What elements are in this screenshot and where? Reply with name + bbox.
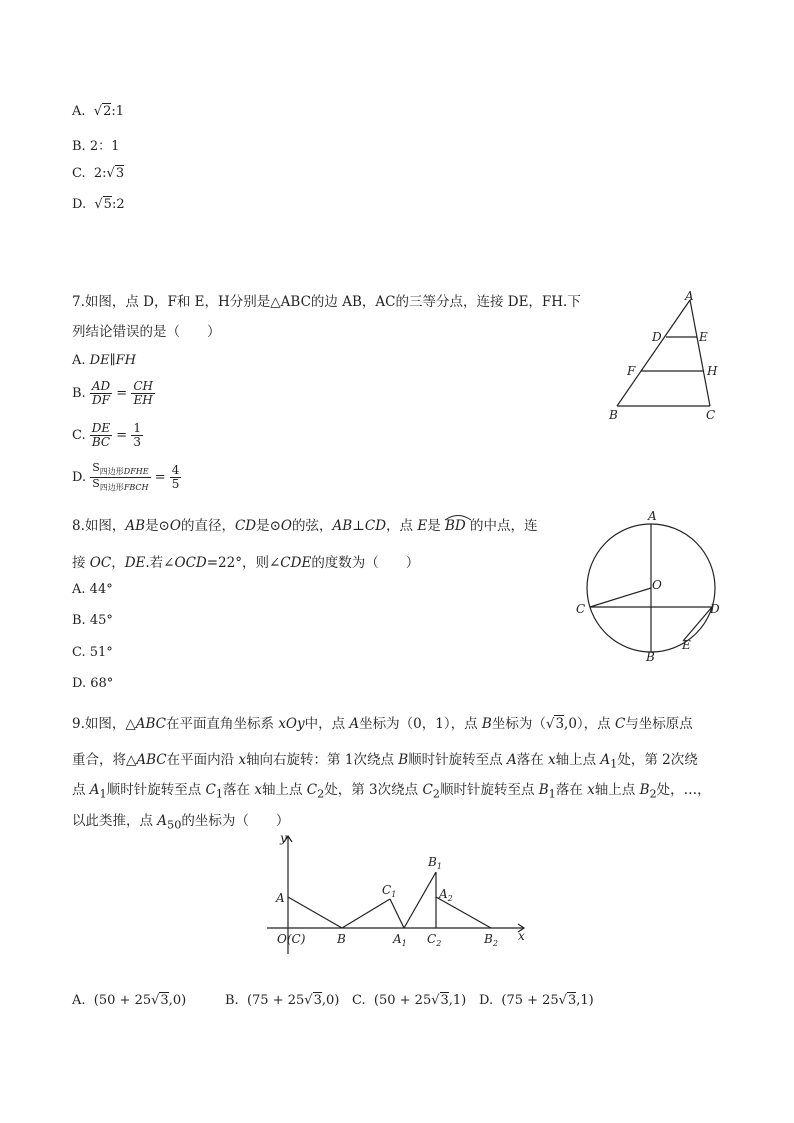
label-a: A bbox=[685, 289, 694, 303]
q9-option-a[interactable]: A. (50 + 25√3,0) bbox=[72, 993, 187, 1008]
q7-option-c-frac-right: $\frac{1}{3}$ bbox=[133, 421, 141, 450]
label-a: A bbox=[648, 509, 657, 523]
q7-option-d-frac-left: $\frac{S_{四边形DFHE}}{S_{四边形FBCH}}$ bbox=[92, 461, 149, 493]
label-e: E bbox=[699, 330, 708, 344]
q8-option-c[interactable]: C. 51° bbox=[72, 645, 113, 660]
q6-option-b-text: 2：1 bbox=[89, 139, 120, 154]
label-b: B bbox=[609, 408, 618, 422]
label-o-c: O(C) bbox=[277, 932, 306, 946]
q7-option-b[interactable]: B. $\frac{AD}{DF}$ = $\frac{CH}{EH}$ bbox=[72, 379, 153, 408]
label-b2: $B_2$ bbox=[484, 932, 498, 948]
q8-stem-line1: 8.如图，AB是⊙O的直径，CD是⊙O的弦，AB⊥CD，点 E是 BD 的中点，连 bbox=[72, 514, 538, 534]
q9-stem-line2: 重合，将△ABC在平面内沿 x轴向右旋转：第 1次绕点 B顺时针旋转至点 A落在 x轴上点 $A_1$处，第 2次绕 bbox=[72, 752, 698, 771]
q6-option-a[interactable]: A. √2:1 bbox=[72, 104, 125, 119]
q7-option-c-frac-left: $\frac{DE}{BC}$ bbox=[91, 421, 111, 450]
label-c2: $C_2$ bbox=[427, 932, 442, 948]
q8-option-c-text: 51° bbox=[89, 645, 113, 660]
label-x: x bbox=[518, 929, 525, 943]
label-c: C bbox=[576, 602, 586, 616]
q7-option-c[interactable]: C. $\frac{DE}{BC}$ = $\frac{1}{3}$ bbox=[72, 421, 141, 450]
q9-option-a-text: (50 + 25√3,0) bbox=[89, 993, 187, 1008]
q9-option-c[interactable]: C. (50 + 25√3,1) bbox=[352, 993, 467, 1008]
label-d: D bbox=[710, 602, 720, 616]
q7-triangle-figure bbox=[600, 288, 730, 423]
q7-option-b-frac-left: $\frac{AD}{DF}$ bbox=[91, 379, 111, 408]
label-f: F bbox=[627, 364, 636, 378]
q7-option-d-frac-right: $\frac{4}{5}$ bbox=[171, 462, 180, 491]
label-o: O bbox=[652, 578, 662, 592]
q9-stem-line1: 9.如图，△ABC在平面直角坐标系 xOy中，点 A坐标为（0，1），点 B坐标为（√3,0），点 C与坐标原点 bbox=[72, 716, 693, 732]
q9-option-b[interactable]: B. (75 + 25√3,0) bbox=[225, 993, 340, 1008]
q9-option-d-text: (75 + 25√3,1) bbox=[497, 993, 594, 1008]
label-a1: $A_1$ bbox=[393, 932, 407, 948]
q8-option-b[interactable]: B. 45° bbox=[72, 613, 113, 628]
label-b: B bbox=[646, 650, 655, 664]
q9-option-b-text: (75 + 25√3,0) bbox=[242, 993, 340, 1008]
q9-stem-line3: 点 $A_1$顺时针旋转至点 $C_1$落在 x轴上点 $C_2$处，第 3次绕点 $C_2$顺时针旋转至点 $B_1$落在 x轴上点 $B_2$处，…， bbox=[72, 782, 711, 801]
q6-option-b[interactable]: B. 2：1 bbox=[72, 139, 120, 154]
q8-option-b-text: 45° bbox=[89, 613, 113, 628]
q6-option-d-text: √5:2 bbox=[90, 197, 125, 212]
q9-option-c-text: (50 + 25√3,1) bbox=[369, 993, 467, 1008]
q6-option-c-text: 2:√3 bbox=[89, 166, 125, 181]
q9-coordinate-figure bbox=[262, 830, 542, 960]
q7-option-d[interactable]: D. $\frac{S_{四边形DFHE}}{S_{四边形FBCH}}$ = $\frac{4}{5}$ bbox=[72, 461, 180, 493]
q8-option-a-text: 44° bbox=[89, 582, 113, 597]
q7-stem-line1: 7.如图，点 D，F和 E，H分别是△ABC的边 AB，AC的三等分点，连接 DE，FH.下 bbox=[72, 294, 581, 310]
label-d: D bbox=[652, 330, 662, 344]
q8-circle-figure bbox=[565, 505, 735, 665]
label-b: B bbox=[337, 932, 346, 946]
q8-stem-line2: 接 OC，DE.若∠OCD=22°，则∠CDE的度数为（ ） bbox=[72, 555, 420, 571]
label-e: E bbox=[682, 638, 691, 652]
q7-stem-line2: 列结论错误的是（ ） bbox=[72, 324, 221, 340]
label-y: y bbox=[280, 831, 287, 845]
q8-option-a[interactable]: A. 44° bbox=[72, 582, 113, 597]
q8-option-d[interactable]: D. 68° bbox=[72, 676, 114, 691]
q6-option-c[interactable]: C. 2:√3 bbox=[72, 166, 125, 181]
q9-option-d[interactable]: D. (75 + 25√3,1) bbox=[479, 993, 594, 1008]
q7-option-b-frac-right: $\frac{CH}{EH}$ bbox=[133, 379, 153, 408]
label-a: A bbox=[276, 891, 285, 905]
q6-option-a-text: √2:1 bbox=[89, 104, 125, 119]
label-a2: $A_2$ bbox=[439, 887, 453, 903]
q7-option-a-text: DE∥FH bbox=[89, 353, 136, 368]
q9-stem-line4: 以此类推，点 $A_{50}$的坐标为（ ） bbox=[72, 813, 290, 832]
q7-option-a[interactable]: A. DE∥FH bbox=[72, 353, 136, 368]
label-c1: $C_1$ bbox=[382, 883, 397, 899]
label-c: C bbox=[706, 408, 716, 422]
label-b1: $B_1$ bbox=[428, 855, 442, 871]
q8-option-d-text: 68° bbox=[90, 676, 114, 691]
label-h: H bbox=[707, 364, 718, 378]
q6-option-d[interactable]: D. √5:2 bbox=[72, 197, 125, 212]
